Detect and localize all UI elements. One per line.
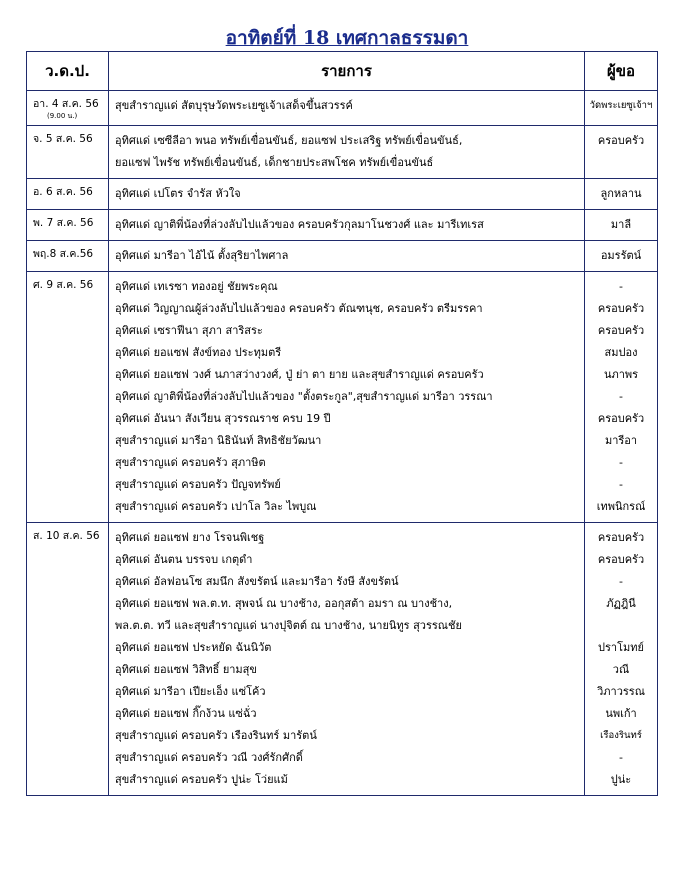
requester-label: นพเก้า [605,707,637,720]
requester-cell [585,91,658,126]
requester-label: - [619,456,623,469]
requester-label: ครอบครัว [597,302,645,315]
requester-label: เรืองรินทร์ [600,730,642,741]
requester-label: - [619,478,623,491]
intention-line: อุทิศแด่ วิญญาณผู้ล่วงลับไปแล้วของ ครอบครัว ตัณฑนุช, ครอบครัว ตรีมรรคา [115,302,483,315]
table-row [27,126,658,179]
requester-cell [585,210,658,241]
date-label: พฤ.8 ส.ค.56 [33,248,94,260]
date-label: ศ. 9 ส.ค. 56 [33,279,94,291]
intention-line: อุทิศแด่ อันตน บรรจบ เกตุดำ [115,553,253,566]
intention-line: สุขสำราญแด่ ครอบครัว เปาโล วิละ ไพบูณ [115,500,317,513]
date-cell [27,126,109,179]
intention-line: อุทิศแด่ ยอแซฟ สังข์ทอง ประทุมตรี [115,346,282,359]
requester-label: ครอบครัว [597,531,645,544]
intention-line: อุทิศแด่ เทเรซา ทองอยู่ ชัยพระคุณ [115,280,278,293]
requester-label: ครอบครัว [597,324,645,337]
date-cell [27,241,109,272]
intention-line: สุขสำราญแด่ ครอบครัว ปัญจทรัพย์ [115,478,281,491]
items-cell [109,126,585,179]
requester-label: สมปอง [604,346,638,359]
requester-label: นภาพร [603,368,639,381]
date-cell [27,210,109,241]
items-cell [109,272,585,523]
intention-line: อุทิศแด่ ยอแซฟ วงศ์ นภาสว่างวงศ์, ปู่ ย่า ตา ยาย และสุขสำราญแด่ ครอบครัว [115,368,484,381]
table-row [27,241,658,272]
header-date: ว.ด.ป. [27,52,109,91]
intention-line: อุทิศแด่ อันนา สังเวียน สุวรรณราช ครบ 19 ปี [115,412,331,425]
items-cell [109,210,585,241]
intention-line: อุทิศแด่ มารีอา ไอ้ไน้ ตั้งสุริยาไพศาล [115,249,289,262]
requester-cell [585,126,658,179]
intention-line: อุทิศแด่ เซราฟีนา สุภา สาริสระ [115,324,263,337]
requester-label: มารีอา [604,434,638,447]
intention-line: สุขสำราญแด่ มารีอา นิธินันท์ สิทธิชัยวัฒนา [115,434,322,447]
table-row [27,272,658,523]
requester-cell [585,523,658,796]
date-label: อา. 4 ส.ค. 56 [33,98,99,110]
date-cell [27,91,109,126]
items-cell [109,179,585,210]
table-row [27,210,658,241]
date-cell [27,523,109,796]
requester-label [587,152,655,174]
requester-cell [585,241,658,272]
items-cell [109,523,585,796]
requester-cell [585,272,658,523]
intention-line: อุทิศแด่ เซซีลีอา พนอ ทรัพย์เขื่อนขันธ์, ยอแซฟ ประเสริฐ ทรัพย์เขื่อนขันธ์, [115,134,463,147]
intention-line: สุขสำราญแด่ ครอบครัว สุภาษิต [115,456,266,469]
requester-label: ภัฏฎินี [606,597,636,610]
requester-label: ปราโมทย์ [598,641,644,654]
header-items: รายการ [109,52,585,91]
intention-line: อุทิศแด่ ยอแซฟ ยาง โรจนพิเชฐ [115,531,265,544]
requester-label: อมรรัตน์ [600,249,642,262]
requester-label: วัดพระเยซูเจ้าฯ [589,100,653,111]
requester-label: ครอบครัว [597,553,645,566]
intention-line: สุขสำราญแด่ ครอบครัว วณี วงศ์รักศักดิ์ [115,751,303,764]
requester-label: - [619,575,623,588]
table-header-row [27,52,658,91]
table-row [27,179,658,210]
requester-label: - [619,751,623,764]
date-label: ส. 10 ส.ค. 56 [33,530,100,542]
page-title: อาทิตย์ที่ 18 เทศกาลธรรมดา [225,27,469,49]
intention-line: อุทิศแด่ เปโตร จำรัส หัวใจ [115,187,241,200]
requester-label: ลูกหลาน [600,187,642,200]
intention-line: สุขสำราญแด่ ครอบครัว ปูน่ะ โว่ยแม้ [115,773,288,786]
mass-intentions-table [26,51,658,796]
requester-cell [585,179,658,210]
intention-line: สุขสำราญแด่ ครอบครัว เรืองรินทร์ มารัตน์ [115,729,317,742]
date-label: จ. 5 ส.ค. 56 [33,133,93,145]
intention-line: อุทิศแด่ ยอแซฟ ประหยัด ฉันนิวัต [115,641,272,654]
intention-line: สุขสำราญแด่ สัตบุรุษวัดพระเยซูเจ้าเสด็จขึ้นสวรรค์ [115,99,353,112]
table-row [27,523,658,796]
intention-line: อุทิศแด่ ยอแซฟ วิสิทธิ์ ยามสุข [115,663,257,676]
intention-line: ยอแซฟ ไพรัช ทรัพย์เขื่อนขันธ์, เด็กชายประสพโชค ทรัพย์เขื่อนขันธ์ [115,156,434,169]
requester-label [587,615,655,637]
date-label: อ. 6 ส.ค. 56 [33,186,93,198]
requester-label: เทพนิกรณ์ [596,500,646,513]
requester-label: วิภาวรรณ [597,685,645,698]
requester-label: ครอบครัว [597,134,645,147]
requester-label: - [619,390,623,403]
items-cell [109,241,585,272]
requester-label: - [619,280,623,293]
items-cell [109,91,585,126]
intention-line: อุทิศแด่ อัลฟอนโซ สมนึก สังขรัตน์ และมารีอา รังษี สังขรัตน์ [115,575,399,588]
requester-label: ปูน่ะ [610,773,632,786]
requester-label: ครอบครัว [597,412,645,425]
intention-line: อุทิศแด่ ญาติพี่น้องที่ล่วงลับไปแล้วของ "ตั้งตระกูล",สุขสำราญแด่ มารีอา วรรณา [115,390,493,403]
intention-line: อุทิศแด่ มารีอา เปียะเอ็ง แซ่โค้ว [115,685,266,698]
date-cell [27,179,109,210]
intention-line: พล.ต.ต. ทวี และสุขสำราญแด่ นางปุจิตต์ ณ บางช้าง, นายนิทูร สุวรรณชัย [115,619,462,632]
requester-label: มาลี [610,218,632,231]
intention-line: อุทิศแด่ ยอแซฟ กิ๊กง้วน แซ่ฉั่ว [115,707,257,720]
intention-line: อุทิศแด่ ยอแซฟ พล.ต.ท. สุพจน์ ณ บางช้าง, ออกุสต้า อมรา ณ บางช้าง, [115,597,453,610]
requester-label: วณี [612,663,630,676]
date-cell [27,272,109,523]
table-row [27,91,658,126]
time-label: (9.00 น.) [47,112,78,120]
date-label: พ. 7 ส.ค. 56 [33,217,94,229]
header-requester: ผู้ขอ [585,52,658,91]
intention-line: อุทิศแด่ ญาติพี่น้องที่ล่วงลับไปแล้วของ ครอบครัวกุลมาโนชวงศ์ และ มารีเทเรส [115,218,484,231]
